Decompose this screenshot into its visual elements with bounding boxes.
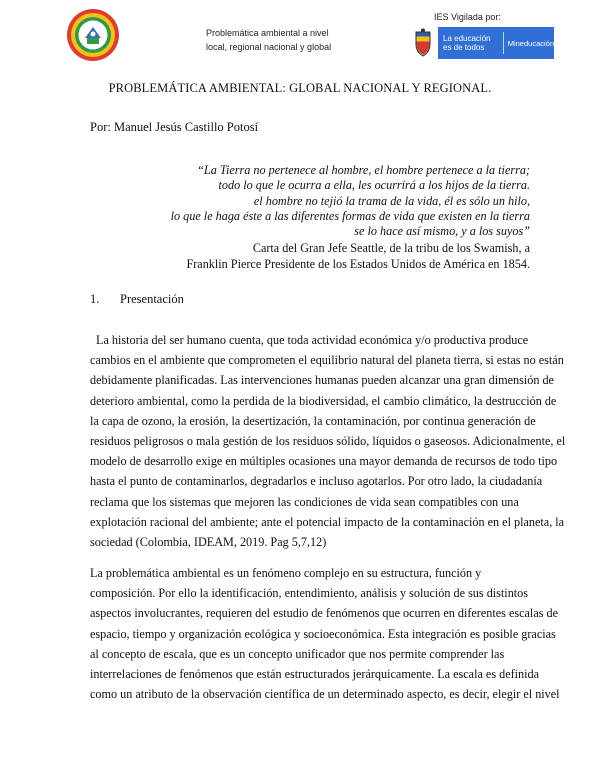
source-line: Carta del Gran Jefe Seattle, de la tribu de los Swamish, a <box>252 241 530 255</box>
quote-line: se lo hace así mismo, y a los suyos” <box>354 224 530 239</box>
document-title: PROBLEMÁTICA AMBIENTAL: GLOBAL NACIONAL Y REGIONAL. <box>108 81 492 95</box>
quote-line: el hombre no tejió la trama de la vida, él es sólo un hilo, <box>253 193 530 208</box>
author-line: Por: Manuel Jesús Castillo Potosí <box>90 120 259 134</box>
paragraph-line: La historia del ser humano cuenta, que toda actividad económica y/o productiva produce <box>96 333 529 347</box>
ministry-divider <box>503 32 504 54</box>
ies-label: IES Vigilada por: <box>434 12 501 22</box>
paragraph-line: hasta el punto de contaminarlos, degradarlos e incluso agotarlos. Por otro lado, la ciudadanía <box>90 474 543 489</box>
paragraph-line: la capa de ozono, la erosión, la desertización, la contaminación, por continua generación de <box>90 413 536 428</box>
paragraph-line: modelo de desarrollo exige en múltiples ocasiones una mayor demanda de recursos de todo tipo <box>90 454 558 469</box>
paragraph-line: sociedad (Colombia, IDEAM, 2019. Pag 5,7,12) <box>90 535 327 550</box>
header-text-line: Problemática ambiental a nivel <box>206 28 329 38</box>
paragraph-1 <box>90 330 566 552</box>
paragraph-2 <box>90 563 560 704</box>
section-heading <box>90 292 184 307</box>
ministry-slogan: La educación es de todos <box>443 34 491 52</box>
paragraph-line: aspectos involucrantes, requieren del estudio de fenómenos que ocurren en diferentes escalas de <box>90 606 559 621</box>
paragraph-line: espacio, tiempo y organización ecológica y socioeconómica. Esta integración es posible gracias <box>90 626 556 641</box>
paragraph-line: residuos peligrosos o mala gestión de los residuos sólido, líquidos o gaseosos. Adicionalmente, el <box>90 434 566 449</box>
source-line: Franklin Pierce Presidente de los Estados Unidos de América en 1854. <box>186 256 530 271</box>
epigraph-source <box>186 241 530 272</box>
paragraph-line: debidamente planificadas. Las intervenciones humanas pueden alcanzar una gran dimensión de <box>90 373 554 388</box>
header-text-line: local, regional nacional y global <box>206 42 332 52</box>
paragraph-line: cambios en el ambiente que comprometen el equilibrio natural del planeta tierra, si estas no están <box>90 353 564 368</box>
paragraph-line: como un atributo de la observación científica de un determinado aspecto, es decir, elegir el nivel <box>90 687 560 702</box>
colombia-coat-of-arms-icon <box>413 28 433 58</box>
institution-seal-icon <box>66 8 120 62</box>
paragraph-line: reclama que los sistemas que mejoren las condiciones de vida sean compatibles con una <box>90 494 519 509</box>
paragraph-line: deterioro ambiental, como la perdida de la biodiversidad, el cambio climático, la destrucción de <box>90 393 557 408</box>
section-title: Presentación <box>120 292 184 306</box>
ministry-brand: Mineducación <box>507 38 554 48</box>
paragraph-line: interrelaciones de fenómenos que están estructurados jerárquicamente. La escala es definida <box>90 667 540 682</box>
paragraph-line: composición. Por ello la identificación, entendimiento, análisis y solución de sus distintos <box>90 586 529 601</box>
ministry-logo <box>438 27 554 59</box>
section-number: 1. <box>90 292 100 306</box>
quote-line: lo que le haga éste a las diferentes formas de vida que existen en la tierra <box>170 208 530 223</box>
paragraph-line: La problemática ambiental es un fenómeno complejo en su estructura, función y <box>90 566 482 580</box>
quote-line: “La Tierra no pertenece al hombre, el hombre pertenece a la tierra; <box>197 163 530 177</box>
header-institution-text <box>206 26 331 54</box>
paragraph-line: al concepto de escala, que es un concepto unificador que nos permite comprender las <box>90 646 505 661</box>
paragraph-line: explotación racional del ambiente; ante el potencial impacto de la contaminación en el planeta, la <box>90 514 565 529</box>
quote-line: todo lo que le ocurra a ella, les ocurrirá a los hijos de la tierra. <box>218 178 530 193</box>
epigraph-quote <box>171 163 530 239</box>
